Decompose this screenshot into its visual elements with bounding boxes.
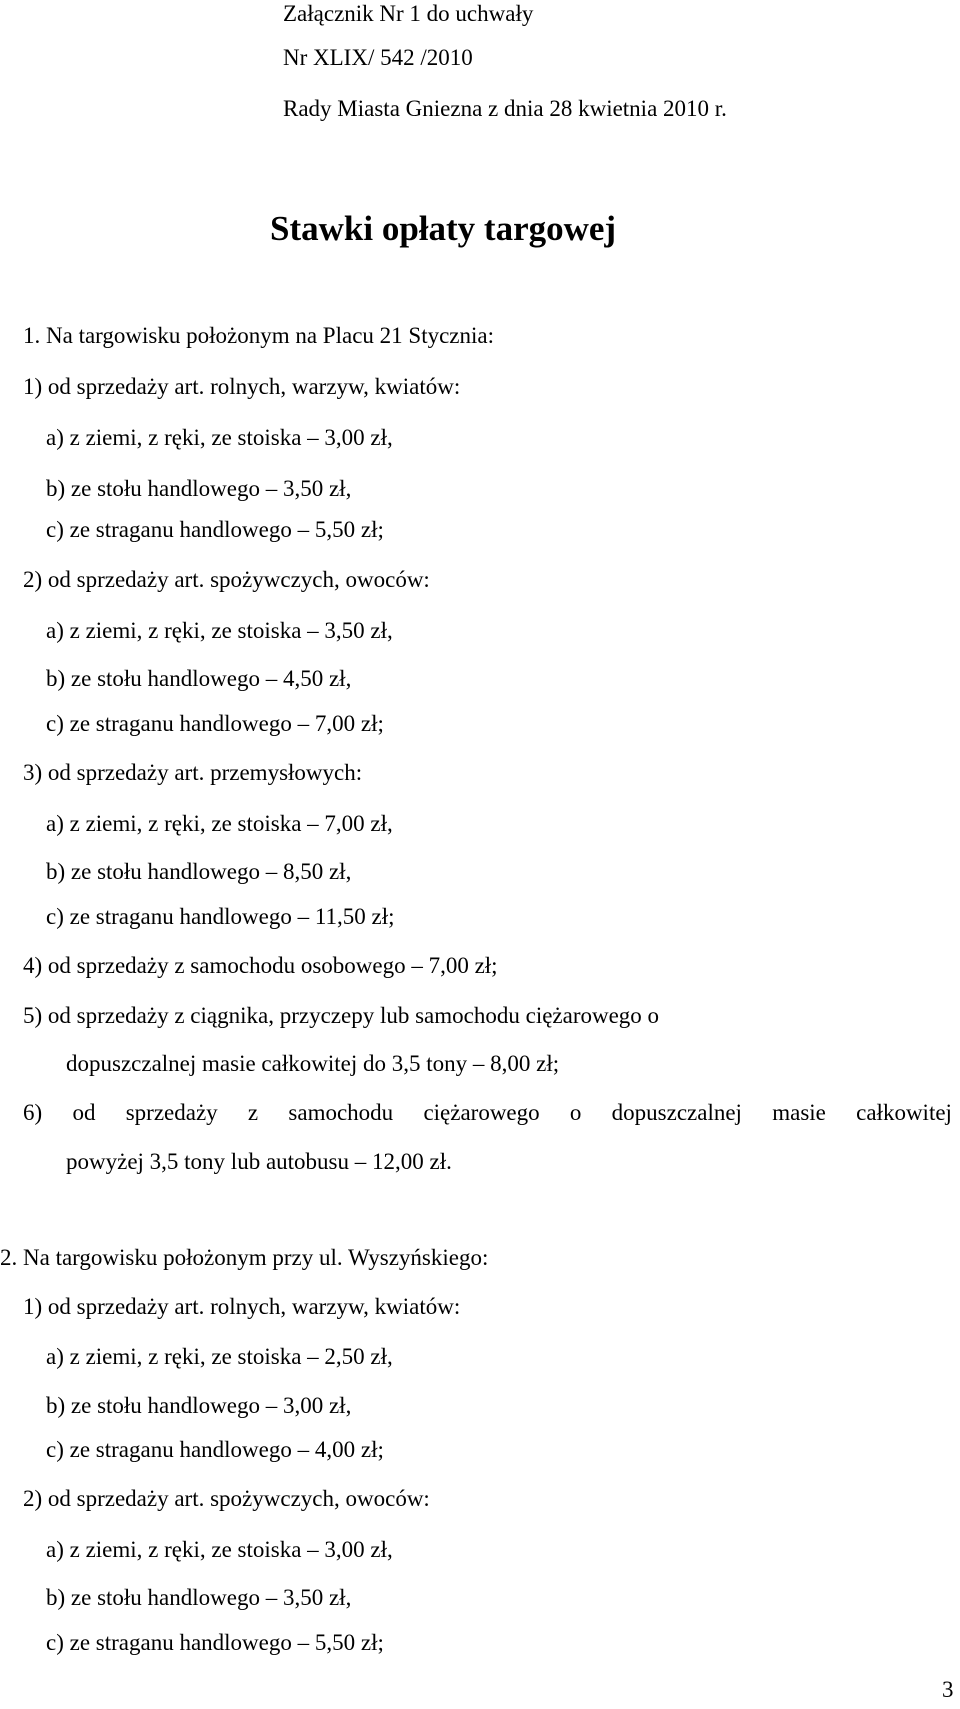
s1-item6-line1 (23, 1099, 952, 1127)
s1-item6-word: całkowitej (856, 1100, 952, 1125)
header-line-2: Nr XLIX/ 542 /2010 (283, 45, 473, 70)
s1-item1-b: b) ze stołu handlowego – 3,50 zł, (46, 476, 352, 501)
page-number: 3 (942, 1677, 954, 1702)
header-line-1: Załącznik Nr 1 do uchwały (283, 1, 534, 26)
s1-item3-c: c) ze straganu handlowego – 11,50 zł; (46, 904, 395, 929)
s1-item2-c: c) ze straganu handlowego – 7,00 zł; (46, 711, 384, 736)
s1-item6-word: 6) (23, 1100, 43, 1125)
section-1-heading: 1. Na targowisku położonym na Placu 21 Stycznia: (23, 323, 494, 348)
s1-item5-line2: dopuszczalnej masie całkowitej do 3,5 tony – 8,00 zł; (66, 1051, 560, 1076)
s1-item1-c: c) ze straganu handlowego – 5,50 zł; (46, 517, 384, 542)
s1-item6-line2: powyżej 3,5 tony lub autobusu – 12,00 zł. (66, 1149, 452, 1174)
s2-item2-c: c) ze straganu handlowego – 5,50 zł; (46, 1630, 384, 1655)
s1-item6-word: samochodu (288, 1100, 394, 1125)
s2-item1-c: c) ze straganu handlowego – 4,00 zł; (46, 1437, 384, 1462)
s2-item2-a: a) z ziemi, z ręki, ze stoiska – 3,00 zł, (46, 1537, 393, 1562)
s2-item1-label: 1) od sprzedaży art. rolnych, warzyw, kwiatów: (23, 1294, 461, 1319)
s1-item6-word: od (72, 1100, 96, 1125)
s2-item1-a: a) z ziemi, z ręki, ze stoiska – 2,50 zł, (46, 1344, 393, 1369)
s1-item6-word: z (247, 1100, 259, 1125)
s1-item2-label: 2) od sprzedaży art. spożywczych, owoców: (23, 567, 430, 592)
s2-item2-label: 2) od sprzedaży art. spożywczych, owoców: (23, 1486, 430, 1511)
s1-item6-word: sprzedaży (125, 1100, 218, 1125)
s1-item6-word: o (569, 1100, 582, 1125)
s1-item1-label: 1) od sprzedaży art. rolnych, warzyw, kwiatów: (23, 374, 461, 399)
s1-item5-line1: 5) od sprzedaży z ciągnika, przyczepy lub samochodu ciężarowego o (23, 1003, 660, 1028)
s1-item1-a: a) z ziemi, z ręki, ze stoiska – 3,00 zł, (46, 425, 393, 450)
s1-item6-word: dopuszczalnej (611, 1100, 742, 1125)
s2-item2-b: b) ze stołu handlowego – 3,50 zł, (46, 1585, 352, 1610)
s1-item3-label: 3) od sprzedaży art. przemysłowych: (23, 760, 363, 785)
section-2-heading: 2. Na targowisku położonym przy ul. Wyszyńskiego: (0, 1245, 489, 1270)
page-title: Stawki opłaty targowej (270, 209, 617, 248)
s1-item6-word: masie (772, 1100, 826, 1125)
s1-item3-b: b) ze stołu handlowego – 8,50 zł, (46, 859, 352, 884)
header-line-3: Rady Miasta Gniezna z dnia 28 kwietnia 2010 r. (283, 96, 727, 121)
s2-item1-b: b) ze stołu handlowego – 3,00 zł, (46, 1393, 352, 1418)
s1-item2-a: a) z ziemi, z ręki, ze stoiska – 3,50 zł, (46, 618, 393, 643)
s1-item2-b: b) ze stołu handlowego – 4,50 zł, (46, 666, 352, 691)
s1-item6-word: ciężarowego (423, 1100, 540, 1125)
s1-item3-a: a) z ziemi, z ręki, ze stoiska – 7,00 zł, (46, 811, 393, 836)
s1-item4: 4) od sprzedaży z samochodu osobowego – 7,00 zł; (23, 953, 498, 978)
